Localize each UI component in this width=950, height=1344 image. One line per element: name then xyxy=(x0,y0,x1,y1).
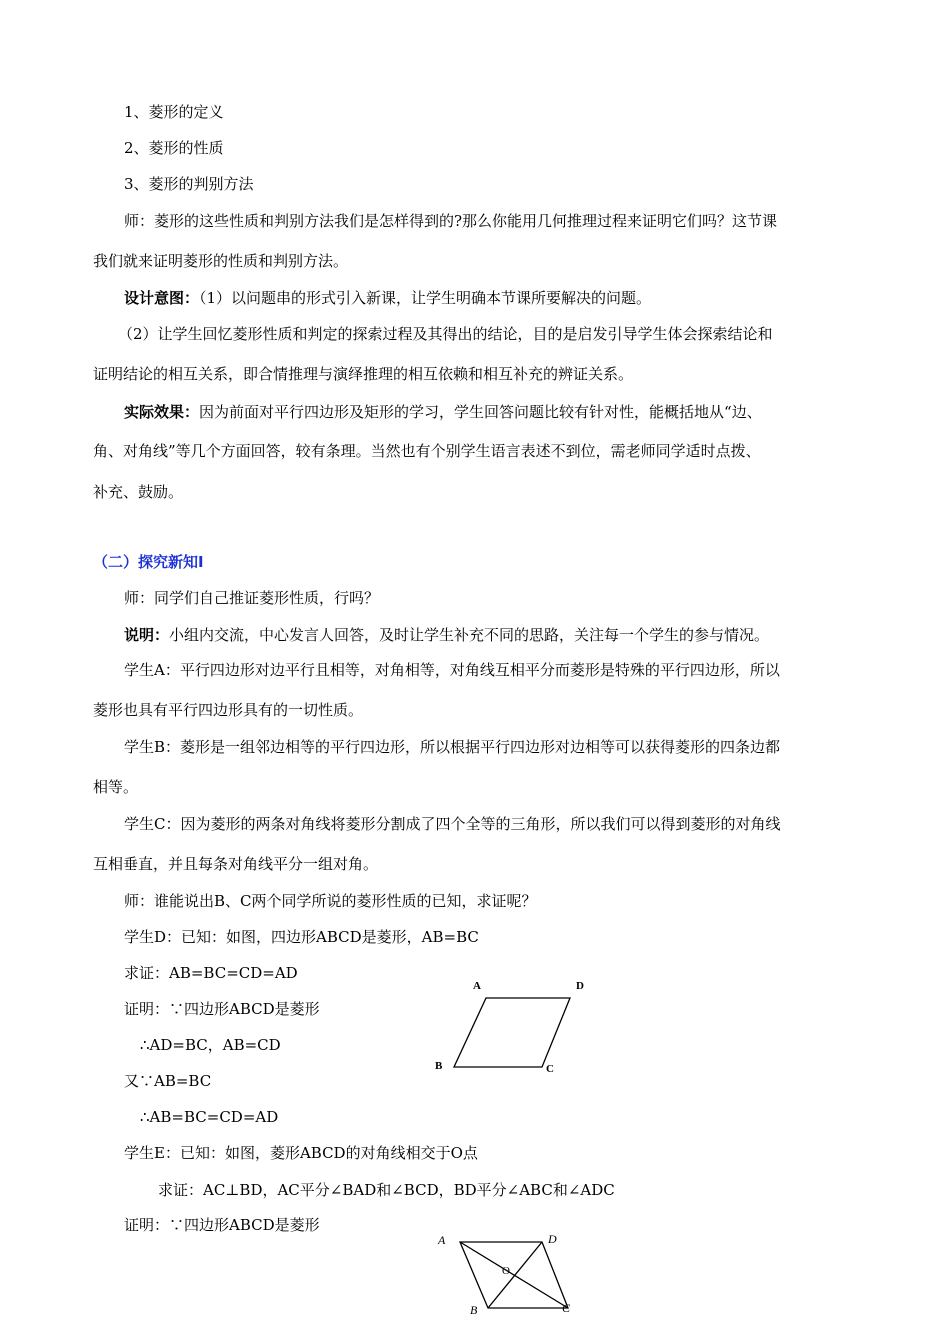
note-line xyxy=(124,625,769,645)
actual-effect-text-1: 因为前面对平行四边形及矩形的学习，学生回答问题比较有针对性，能概括地从“边、 xyxy=(199,403,762,421)
review-item-2: 2、菱形的性质 xyxy=(124,139,224,157)
figure1-label-a: A xyxy=(473,980,481,992)
design-intent-paragraph-1 xyxy=(124,288,651,308)
student-b-line-1: 学生B：菱形是一组邻边相等的平行四边形，所以根据平行四边形对边相等可以获得菱形的四条边都 xyxy=(124,738,781,756)
student-c-line-1: 学生C：因为菱形的两条对角线将菱形分割成了四个全等的三角形，所以我们可以得到菱形的对角线 xyxy=(124,815,781,833)
note-label: 说明： xyxy=(124,626,170,644)
diagonal-bd xyxy=(488,1242,542,1308)
student-b-line-2: 相等。 xyxy=(93,778,139,796)
figure1-label-d: D xyxy=(576,980,584,992)
design-intent-label: 设计意图： xyxy=(124,289,200,307)
section-heading: （二）探究新知Ⅰ xyxy=(93,553,204,571)
design-intent-paragraph-2-line-1: （2）让学生回忆菱形性质和判定的探索过程及其得出的结论，目的是启发引导学生体会探索结论和 xyxy=(118,325,773,343)
teacher-question-2: 师：谁能说出B、C两个同学所说的菱形性质的已知，求证呢？ xyxy=(124,892,537,910)
actual-effect-line-2: 角、对角线”等几个方面回答，较有条理。当然也有个别学生语言表述不到位，需老师同学适时点拨、 xyxy=(93,442,761,460)
figure2-label-b: B xyxy=(470,1303,478,1317)
proof-d-prove: 求证：AB=BC=CD=AD xyxy=(124,964,298,982)
rhombus-1-outline xyxy=(454,998,570,1067)
proof-e-step-1: 证明：∵四边形ABCD是菱形 xyxy=(124,1216,320,1234)
diagonal-ac xyxy=(460,1242,568,1308)
figure2-label-d: D xyxy=(548,1232,557,1246)
design-intent-paragraph-2-line-2: 证明结论的相互关系，即合情推理与演绎推理的相互依赖和相互补充的辨证关系。 xyxy=(93,365,634,383)
rhombus-figure-2 xyxy=(430,1228,590,1344)
student-c-line-2: 互相垂直，并且每条对角线平分一组对角。 xyxy=(93,855,379,873)
figure2-label-a: A xyxy=(438,1233,446,1247)
figure1-label-b: B xyxy=(435,1060,443,1072)
actual-effect-label: 实际效果： xyxy=(124,403,200,421)
actual-effect-line-1 xyxy=(124,402,762,422)
proof-e-given: 学生E：已知：如图，菱形ABCD的对角线相交于O点 xyxy=(124,1144,478,1162)
teacher-question-line-1: 师：菱形的这些性质和判别方法我们是怎样得到的?那么你能用几何推理过程来证明它们吗？这节课 xyxy=(124,212,778,230)
proof-d-step-1: 证明：∵四边形ABCD是菱形 xyxy=(124,1000,320,1018)
note-text: 小组内交流，中心发言人回答，及时让学生补充不同的思路，关注每一个学生的参与情况。 xyxy=(169,626,770,644)
student-a-line-2: 菱形也具有平行四边形具有的一切性质。 xyxy=(93,701,364,719)
figure1-label-c: C xyxy=(546,1063,554,1075)
proof-d-given: 学生D：已知：如图，四边形ABCD是菱形，AB=BC xyxy=(124,928,479,946)
actual-effect-line-3: 补充、鼓励。 xyxy=(93,483,184,501)
design-intent-text-1: （1）以问题串的形式引入新课，让学生明确本节课所要解决的问题。 xyxy=(199,289,652,307)
figure2-label-c: C xyxy=(562,1301,571,1315)
review-item-1: 1、菱形的定义 xyxy=(124,103,224,121)
teacher-question-line-2: 我们就来证明菱形的性质和判别方法。 xyxy=(93,252,349,270)
proof-d-step-2: ∴AD=BC，AB=CD xyxy=(140,1036,281,1054)
rhombus-figure-1 xyxy=(420,970,600,1080)
proof-e-prove: 求证：AC⊥BD，AC平分∠BAD和∠BCD，BD平分∠ABC和∠ADC xyxy=(158,1181,615,1199)
teacher-prompt: 师：同学们自己推证菱形性质，行吗？ xyxy=(124,589,380,607)
proof-d-step-3: 又∵AB=BC xyxy=(124,1072,212,1090)
student-a-line-1: 学生A：平行四边形对边平行且相等，对角相等，对角线互相平分而菱形是特殊的平行四边形，所以 xyxy=(124,661,780,679)
figure2-label-o: O xyxy=(502,1265,510,1277)
review-item-3: 3、菱形的判别方法 xyxy=(124,175,254,193)
proof-d-step-4: ∴AB=BC=CD=AD xyxy=(140,1108,279,1126)
